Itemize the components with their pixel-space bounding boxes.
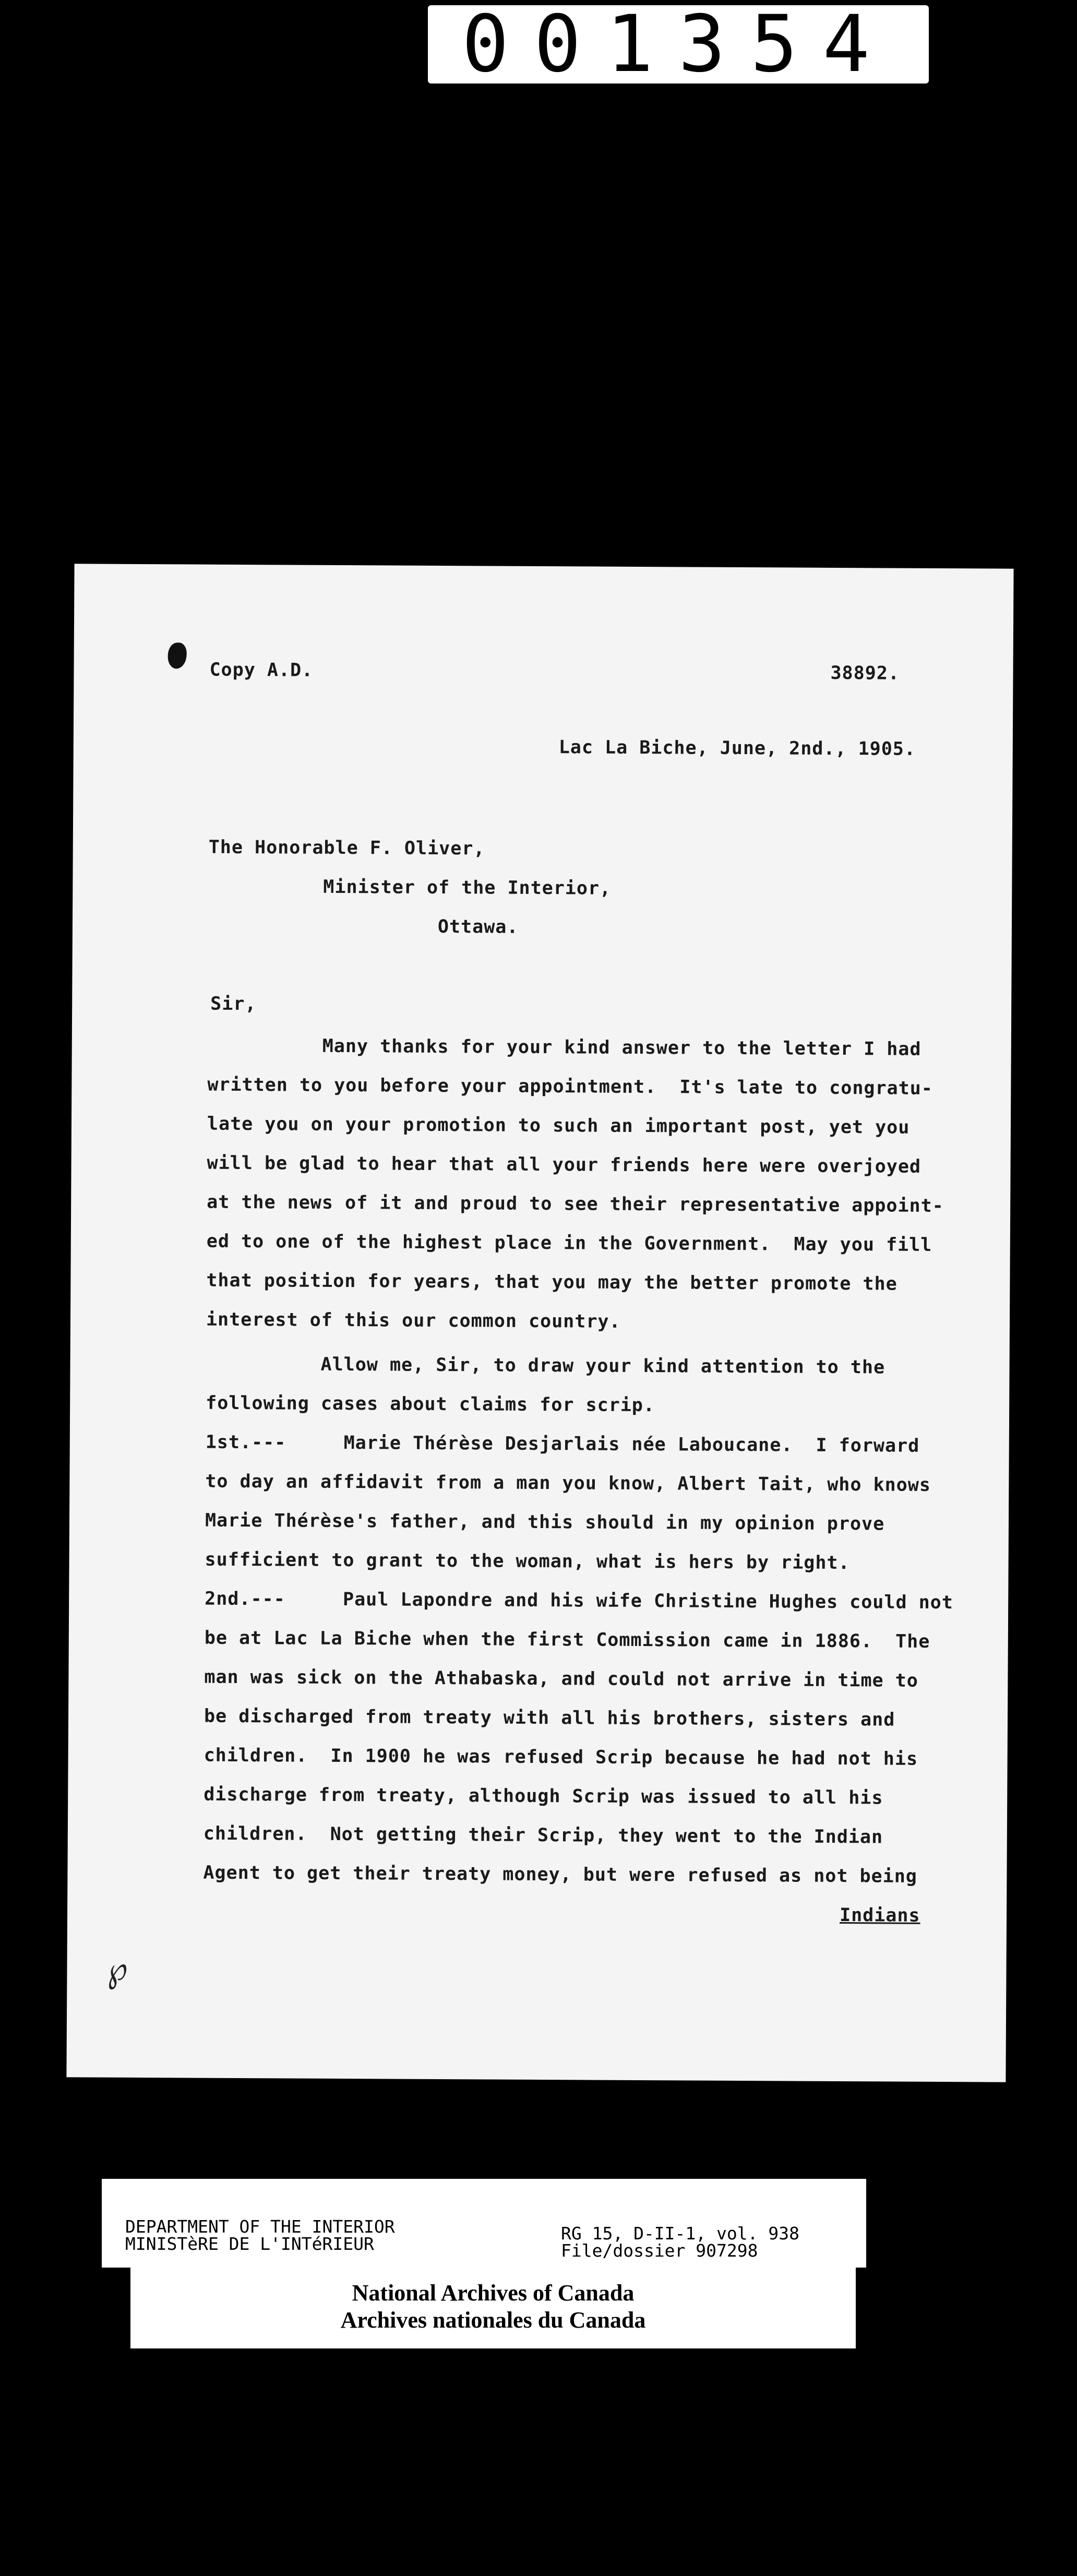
- body-line: 1st.--- Marie Thérèse Desjarlais née Laboucane. I forward: [205, 1432, 920, 1457]
- body-line: discharge from treaty, although Scrip was issued to all his: [204, 1784, 883, 1809]
- body-line: children. Not getting their Scrip, they went to the Indian: [203, 1823, 883, 1848]
- body-line: will be glad to hear that all your friends here were overjoyed: [207, 1152, 922, 1177]
- body-line: 2nd.--- Paul Lapondre and his wife Christine Hughes could not: [205, 1588, 953, 1614]
- body-line: ed to one of the highest place in the Government. May you fill: [206, 1231, 932, 1256]
- body-line: children. In 1900 he was refused Scrip because he had not his: [204, 1745, 918, 1770]
- body-line: man was sick on the Athabaska, and could not arrive in time to: [204, 1666, 918, 1691]
- ink-blot: [168, 642, 187, 669]
- letter-page: [66, 564, 1013, 2082]
- department-en: DEPARTMENT OF THE INTERIOR: [125, 2216, 395, 2237]
- body-line: be at Lac La Biche when the first Commission came in 1886. The: [204, 1627, 930, 1652]
- stamp-number: 001354: [462, 0, 895, 90]
- archive-reference-label: [102, 2179, 866, 2268]
- body-line: interest of this our common country.: [206, 1309, 621, 1332]
- body-line: Agent to get their treaty money, but were refused as not being: [203, 1862, 918, 1887]
- body-line: late you on your promotion to such an important post, yet you: [207, 1113, 910, 1138]
- file-reference: File/dossier 907298: [561, 2240, 758, 2261]
- body-line: be discharged from treaty with all his brothers, sisters and: [204, 1706, 895, 1731]
- stamp-number-box: [428, 0, 929, 90]
- place-date: Lac La Biche, June, 2nd., 1905.: [558, 737, 916, 760]
- archives-name-fr: Archives nationales du Canada: [340, 2307, 646, 2333]
- department-fr: MINISTèRE DE L'INTéRIEUR: [125, 2234, 374, 2254]
- body-line: to day an affidavit from a man you know, Albert Tait, who knows: [205, 1471, 931, 1496]
- recipient-name: The Honorable F. Oliver,: [208, 837, 485, 860]
- copy-mark: Copy A.D.: [209, 659, 314, 681]
- recipient-title: Minister of the Interior,: [323, 876, 612, 899]
- file-number: 38892.: [830, 662, 900, 684]
- body-line: Many thanks for your kind answer to the letter I had: [322, 1035, 922, 1060]
- body-line: following cases about claims for scrip.: [206, 1392, 655, 1416]
- handwritten-initials: ℘: [98, 1950, 130, 1991]
- body-line: sufficient to grant to the woman, what is hers by right.: [205, 1549, 850, 1574]
- body-line: Marie Thérèse's father, and this should in my opinion prove: [205, 1510, 885, 1535]
- recipient-city: Ottawa.: [437, 916, 519, 938]
- archives-name-en: National Archives of Canada: [352, 2280, 635, 2306]
- body-line: written to you before your appointment. It's late to congratu-: [207, 1074, 933, 1099]
- archives-banner: [130, 2265, 856, 2348]
- catchword: Indians: [839, 1905, 920, 1926]
- body-line: at the news of it and proud to see their representative appoint-: [207, 1191, 944, 1217]
- salutation: Sir,: [210, 993, 257, 1015]
- rg-reference: RG 15, D-II-1, vol. 938: [561, 2223, 799, 2244]
- body-line: Allow me, Sir, to draw your kind attention to the: [320, 1354, 885, 1378]
- body-line: that position for years, that you may the better promote the: [206, 1270, 898, 1295]
